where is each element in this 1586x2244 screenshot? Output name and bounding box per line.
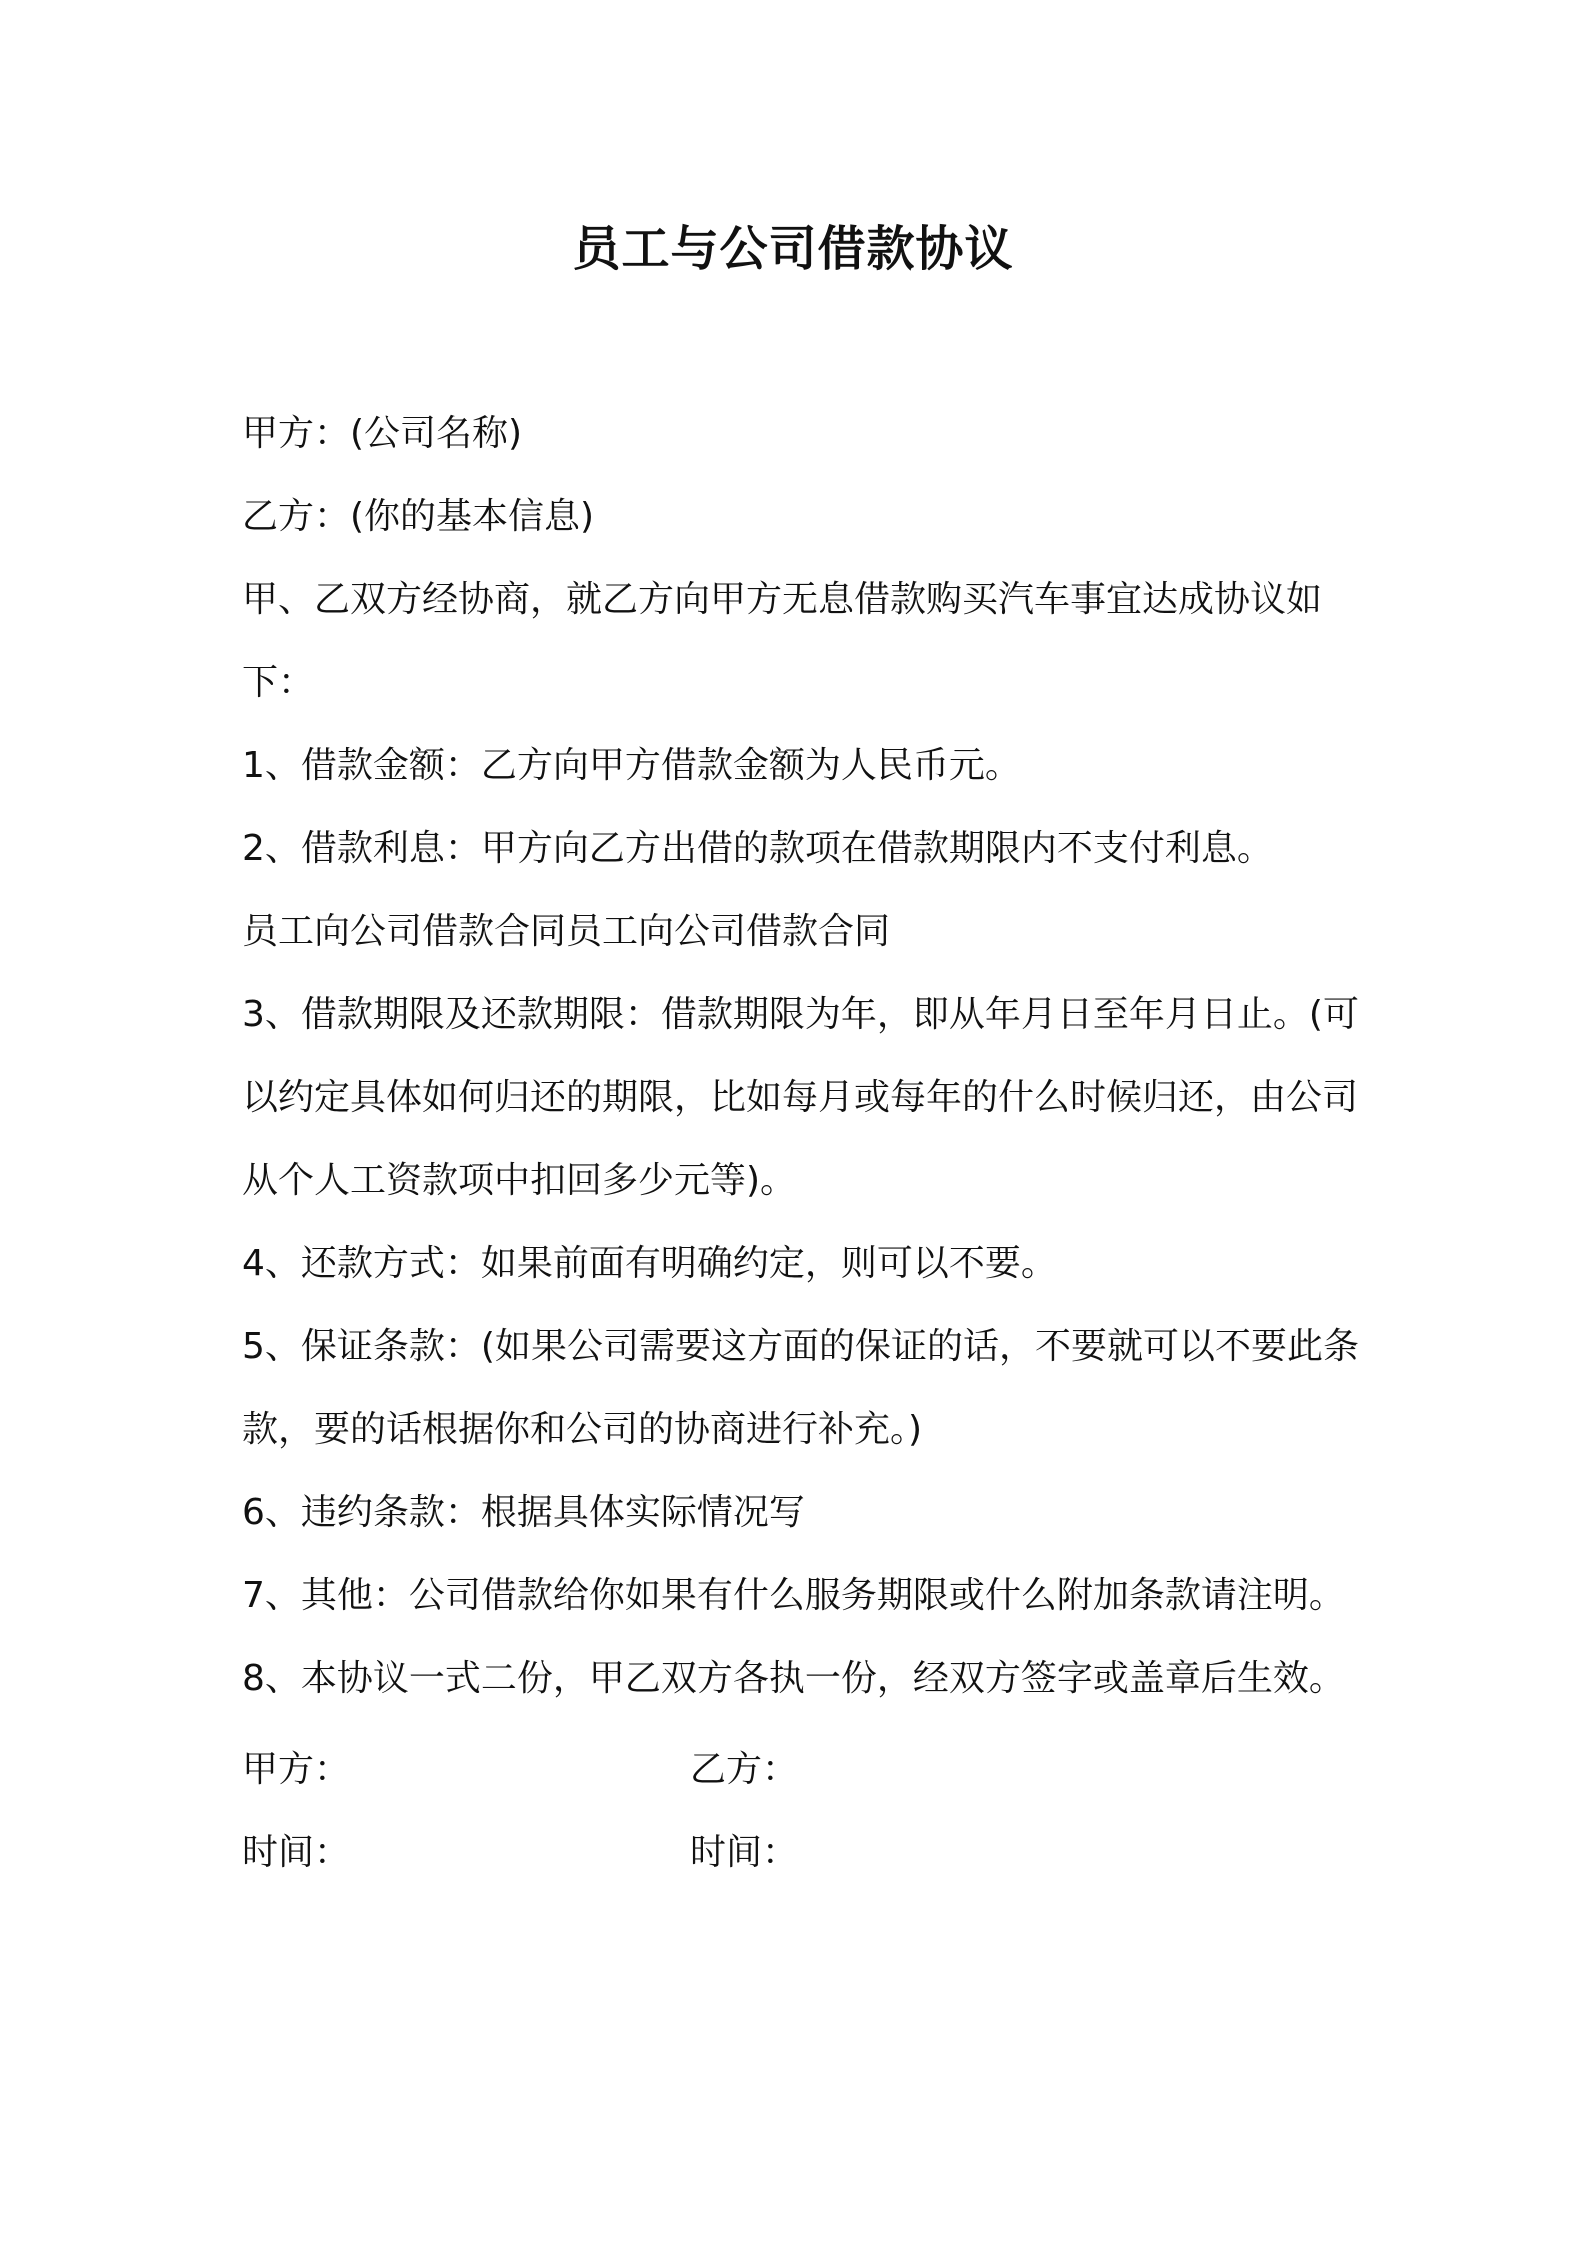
document-title: 员工与公司借款协议: [572, 221, 1014, 277]
inserted-heading-line: 员工向公司借款合同员工向公司借款合同: [242, 911, 891, 952]
clause-2: 2、借款利息：甲方向乙方出借的款项在借款期限内不支付利息。: [242, 828, 1273, 869]
signature-time-a-label: 时间：: [242, 1832, 351, 1873]
party-b-line: 乙方：(你的基本信息): [242, 496, 595, 537]
clause-5: 5、保证条款：(如果公司需要这方面的保证的话，不要就可以不要此条款，要的话根据你和公司的协商进行补充。): [242, 1326, 1359, 1450]
clause-1: 1、借款金额：乙方向甲方借款金额为人民币元。: [242, 745, 1021, 786]
signature-time-b-label: 时间：: [690, 1832, 799, 1873]
clause-6: 6、违约条款：根据具体实际情况写: [242, 1492, 805, 1533]
clause-4: 4、还款方式：如果前面有明确约定，则可以不要。: [242, 1243, 1057, 1284]
clause-3: 3、借款期限及还款期限：借款期限为年，即从年月日至年月日止。(可以约定具体如何归还的期限，比如每月或每年的什么时候归还，由公司从个人工资款项中扣回多少元等)。: [242, 994, 1359, 1201]
signature-party-b-label: 乙方：: [690, 1749, 799, 1790]
party-a-line: 甲方：(公司名称): [242, 413, 523, 454]
signature-party-a-label: 甲方：: [242, 1749, 351, 1790]
intro-paragraph: 甲、乙双方经协商，就乙方向甲方无息借款购买汽车事宜达成协议如下：: [242, 579, 1323, 703]
clause-7: 7、其他：公司借款给你如果有什么服务期限或什么附加条款请注明。: [242, 1575, 1345, 1616]
clause-8: 8、本协议一式二份，甲乙双方各执一份，经双方签字或盖章后生效。: [242, 1658, 1345, 1699]
